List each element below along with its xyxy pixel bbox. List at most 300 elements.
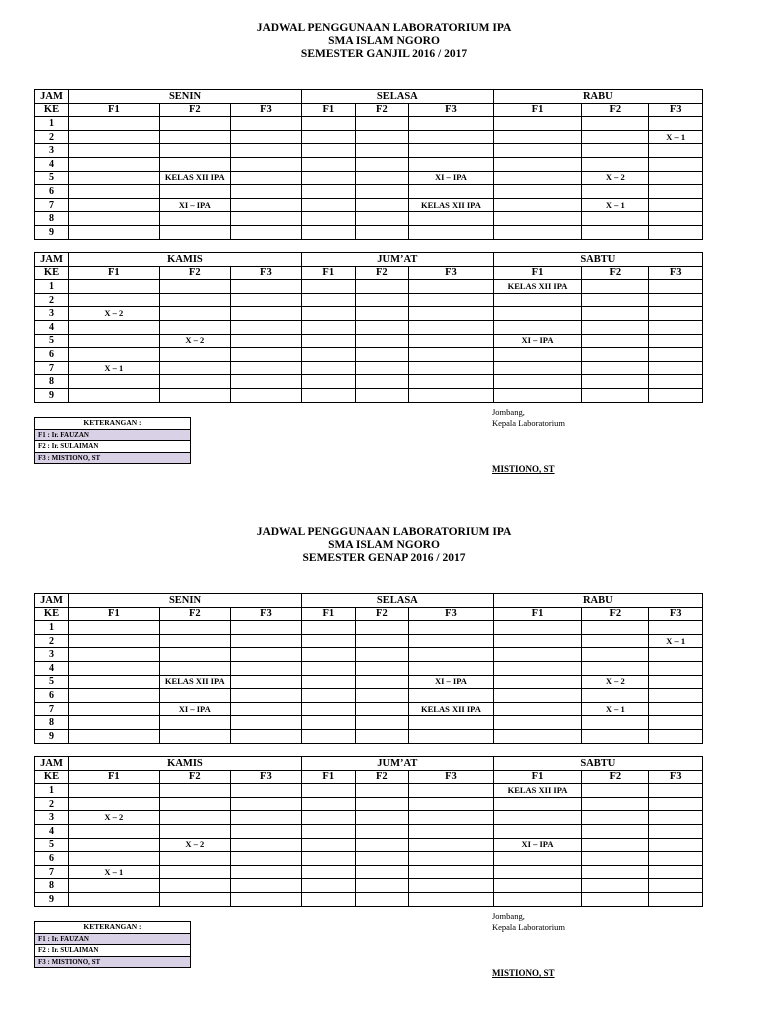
jam-number: 7: [35, 865, 69, 879]
title-line: SEMESTER GANJIL 2016 / 2017: [300, 48, 468, 60]
schedule-cell: [409, 634, 494, 648]
schedule-cell: [582, 648, 649, 662]
schedule-cell: [230, 675, 301, 689]
schedule-cell: [493, 307, 582, 321]
schedule-cell: [69, 334, 160, 348]
schedule-cell: [409, 729, 494, 743]
schedule-cell: [582, 225, 649, 239]
keterangan-item: F1 : Ir. FAUZAN: [35, 429, 191, 441]
schedule-cell: [649, 865, 703, 879]
schedule-cell: [230, 388, 301, 402]
schedule-cell: [582, 280, 649, 294]
schedule-cell: [69, 375, 160, 389]
schedule-cell: [409, 117, 494, 131]
schedule-cell: [230, 784, 301, 798]
keterangan-row: [35, 956, 191, 968]
keterangan-row: [35, 429, 191, 441]
schedule-cell: [649, 157, 703, 171]
schedule-cell: [301, 144, 355, 158]
schedule-cell: [355, 334, 409, 348]
title-line: SMA ISLAM NGORO: [328, 539, 440, 551]
schedule-cell: [159, 797, 230, 811]
schedule-cell: [493, 702, 582, 716]
schedule-cell: XI – IPA: [409, 171, 494, 185]
facilitator-header: F3: [649, 607, 703, 621]
jam-number: 1: [35, 621, 69, 635]
schedule-cell: [230, 892, 301, 906]
jam-number: 6: [35, 852, 69, 866]
jam-number: 4: [35, 661, 69, 675]
schedule-cell: [301, 225, 355, 239]
schedule-cell: [230, 348, 301, 362]
schedule-cell: [230, 185, 301, 199]
table-row: [35, 171, 703, 185]
schedule-cell: [355, 361, 409, 375]
facilitator-header: F1: [301, 103, 355, 117]
schedule-cell: [230, 648, 301, 662]
schedule-cell: [649, 307, 703, 321]
table-row: [35, 157, 703, 171]
table-row: [35, 797, 703, 811]
schedule-cell: [355, 675, 409, 689]
schedule-cell: [69, 689, 160, 703]
schedule-cell: [649, 716, 703, 730]
schedule-cell: [159, 388, 230, 402]
keterangan-header-row: [35, 922, 191, 934]
schedule-cell: [649, 198, 703, 212]
jam-number: 8: [35, 212, 69, 226]
schedule-cell: [159, 225, 230, 239]
schedule-cell: [649, 729, 703, 743]
schedule-cell: [582, 634, 649, 648]
schedule-cell: [582, 892, 649, 906]
schedule-cell: [159, 879, 230, 893]
schedule-cell: [649, 117, 703, 131]
schedule-cell: [69, 675, 160, 689]
facilitator-header: F2: [159, 103, 230, 117]
schedule-cell: [409, 320, 494, 334]
schedule-cell: [493, 157, 582, 171]
schedule-cell: [409, 157, 494, 171]
schedule-cell: [230, 225, 301, 239]
signature-place: Jombang,: [492, 407, 525, 417]
facilitator-header: F1: [69, 103, 160, 117]
facilitator-header: F3: [409, 770, 494, 784]
schedule-cell: [649, 388, 703, 402]
schedule-cell: [582, 212, 649, 226]
schedule-cell: [409, 185, 494, 199]
schedule-cell: [493, 852, 582, 866]
schedule-cell: [230, 171, 301, 185]
schedule-cell: KELAS XII IPA: [409, 702, 494, 716]
table-row: [35, 334, 703, 348]
facilitator-header: F3: [409, 103, 494, 117]
schedule-cell: [301, 375, 355, 389]
table-row: [35, 144, 703, 158]
jam-number: 9: [35, 892, 69, 906]
schedule-cell: [69, 852, 160, 866]
sub-header-row: [35, 607, 703, 621]
table-row: [35, 307, 703, 321]
schedule-cell: [230, 375, 301, 389]
schedule-cell: [230, 811, 301, 825]
day-header: SELASA: [301, 90, 493, 104]
schedule-cell: [409, 784, 494, 798]
facilitator-header: F2: [355, 770, 409, 784]
schedule-cell: [355, 811, 409, 825]
schedule-cell: XI – IPA: [493, 838, 582, 852]
schedule-cell: [355, 689, 409, 703]
schedule-cell: [230, 729, 301, 743]
schedule-cell: [493, 225, 582, 239]
schedule-cell: [355, 375, 409, 389]
schedule-cell: [582, 144, 649, 158]
schedule-cell: [493, 675, 582, 689]
title-line: SEMESTER GENAP 2016 / 2017: [302, 552, 466, 564]
signature-name: MISTIONO, ST: [492, 968, 555, 978]
jam-number: 2: [35, 634, 69, 648]
schedule-cell: [649, 225, 703, 239]
jam-number: 3: [35, 307, 69, 321]
table-row: [35, 689, 703, 703]
schedule-cell: [301, 185, 355, 199]
facilitator-header: F3: [409, 607, 494, 621]
schedule-cell: X – 2: [582, 171, 649, 185]
schedule-cell: [409, 811, 494, 825]
schedule-cell: [649, 838, 703, 852]
table-row: [35, 648, 703, 662]
schedule-cell: [230, 361, 301, 375]
schedule-cell: [159, 375, 230, 389]
schedule-cell: [582, 361, 649, 375]
schedule-cell: [409, 689, 494, 703]
schedule-cell: [301, 348, 355, 362]
schedule-cell: [582, 852, 649, 866]
schedule-cell: X – 1: [69, 865, 160, 879]
table-row: [35, 621, 703, 635]
schedule-cell: [69, 702, 160, 716]
table-row: [35, 320, 703, 334]
schedule-cell: [409, 648, 494, 662]
table-row: [35, 892, 703, 906]
keterangan-row: [35, 945, 191, 957]
schedule-cell: [69, 388, 160, 402]
jam-label: JAM: [35, 253, 69, 267]
schedule-cell: [493, 198, 582, 212]
jam-number: 5: [35, 675, 69, 689]
schedule-cell: [409, 130, 494, 144]
facilitator-header: F3: [230, 103, 301, 117]
jam-number: 6: [35, 689, 69, 703]
jam-number: 1: [35, 280, 69, 294]
table-row: [35, 280, 703, 294]
schedule-cell: [649, 621, 703, 635]
schedule-cell: [301, 892, 355, 906]
schedule-cell: [649, 702, 703, 716]
sub-header-row: [35, 103, 703, 117]
jam-number: 3: [35, 811, 69, 825]
schedule-cell: [582, 729, 649, 743]
table-row: [35, 675, 703, 689]
schedule-cell: [159, 293, 230, 307]
schedule-cell: [301, 824, 355, 838]
schedule-title: [0, 526, 768, 565]
schedule-cell: [69, 784, 160, 798]
schedule-cell: [69, 212, 160, 226]
facilitator-header: F2: [159, 607, 230, 621]
day-header: RABU: [493, 594, 702, 608]
jam-label: JAM: [35, 90, 69, 104]
schedule-cell: [301, 865, 355, 879]
schedule-cell: [230, 117, 301, 131]
schedule-cell: [355, 648, 409, 662]
schedule-cell: [159, 212, 230, 226]
schedule-cell: [230, 157, 301, 171]
schedule-cell: [649, 892, 703, 906]
schedule-cell: [355, 144, 409, 158]
keterangan-item: F3 : MISTIONO, ST: [35, 956, 191, 968]
schedule-cell: [409, 388, 494, 402]
schedule-cell: [355, 225, 409, 239]
schedule-cell: [69, 634, 160, 648]
schedule-cell: [159, 320, 230, 334]
sub-header-row: [35, 266, 703, 280]
schedule-cell: [493, 634, 582, 648]
facilitator-header: F3: [649, 770, 703, 784]
table-row: [35, 702, 703, 716]
schedule-cell: [301, 811, 355, 825]
schedule-cell: [355, 797, 409, 811]
schedule-cell: [582, 716, 649, 730]
schedule-cell: [355, 702, 409, 716]
schedule-cell: [409, 716, 494, 730]
schedule-cell: [355, 171, 409, 185]
schedule-section: [0, 22, 768, 492]
day-header: JUM’AT: [301, 757, 493, 771]
schedule-cell: [409, 892, 494, 906]
jam-number: 3: [35, 144, 69, 158]
day-header: SENIN: [69, 90, 302, 104]
facilitator-header: F2: [355, 266, 409, 280]
schedule-cell: [69, 130, 160, 144]
schedule-cell: [69, 157, 160, 171]
jam-number: 3: [35, 648, 69, 662]
schedule-cell: [409, 838, 494, 852]
schedule-cell: [301, 852, 355, 866]
schedule-cell: [355, 661, 409, 675]
schedule-cell: [159, 130, 230, 144]
schedule-cell: [159, 648, 230, 662]
day-header: KAMIS: [69, 757, 302, 771]
facilitator-header: F1: [69, 770, 160, 784]
schedule-cell: [355, 307, 409, 321]
jam-number: 6: [35, 348, 69, 362]
schedule-cell: [582, 865, 649, 879]
jam-number: 9: [35, 729, 69, 743]
schedule-cell: [355, 729, 409, 743]
schedule-cell: [355, 892, 409, 906]
schedule-cell: [159, 348, 230, 362]
schedule-cell: [230, 838, 301, 852]
schedule-cell: [582, 117, 649, 131]
schedule-cell: [493, 879, 582, 893]
schedule-cell: [355, 388, 409, 402]
schedule-cell: [649, 320, 703, 334]
jam-number: 4: [35, 157, 69, 171]
schedule-cell: [230, 879, 301, 893]
schedule-cell: [301, 334, 355, 348]
schedule-cell: [582, 320, 649, 334]
facilitator-header: F3: [409, 266, 494, 280]
schedule-cell: [409, 361, 494, 375]
keterangan-row: [35, 933, 191, 945]
schedule-table: [34, 252, 703, 403]
schedule-cell: [649, 824, 703, 838]
schedule-cell: [582, 375, 649, 389]
schedule-cell: [582, 661, 649, 675]
schedule-cell: [301, 388, 355, 402]
schedule-cell: [582, 838, 649, 852]
schedule-cell: KELAS XII IPA: [409, 198, 494, 212]
schedule-cell: [69, 879, 160, 893]
schedule-cell: [355, 280, 409, 294]
schedule-cell: [301, 729, 355, 743]
table-row: [35, 879, 703, 893]
table-row: [35, 716, 703, 730]
schedule-cell: [355, 130, 409, 144]
table-row: [35, 293, 703, 307]
schedule-cell: [649, 348, 703, 362]
schedule-cell: [159, 892, 230, 906]
keterangan-row: [35, 441, 191, 453]
schedule-cell: [301, 784, 355, 798]
schedule-cell: X – 2: [69, 307, 160, 321]
schedule-cell: [493, 648, 582, 662]
signature-block: [492, 911, 565, 933]
schedule-cell: [649, 361, 703, 375]
table-row: [35, 388, 703, 402]
schedule-cell: [582, 348, 649, 362]
schedule-table: [34, 756, 703, 907]
jam-number: 4: [35, 824, 69, 838]
schedule-cell: [493, 716, 582, 730]
schedule-cell: [649, 334, 703, 348]
schedule-cell: [230, 334, 301, 348]
schedule-cell: XI – IPA: [409, 675, 494, 689]
schedule-cell: X – 2: [159, 838, 230, 852]
schedule-cell: [355, 824, 409, 838]
schedule-cell: [69, 320, 160, 334]
schedule-cell: [355, 879, 409, 893]
schedule-cell: [409, 348, 494, 362]
schedule-cell: [582, 824, 649, 838]
schedule-cell: [493, 348, 582, 362]
schedule-cell: [301, 280, 355, 294]
schedule-cell: [159, 117, 230, 131]
schedule-cell: [301, 307, 355, 321]
jam-number: 7: [35, 361, 69, 375]
facilitator-header: F1: [493, 607, 582, 621]
schedule-cell: [493, 144, 582, 158]
schedule-cell: [159, 185, 230, 199]
jam-number: 8: [35, 375, 69, 389]
schedule-cell: [493, 865, 582, 879]
schedule-cell: [69, 198, 160, 212]
schedule-cell: [355, 348, 409, 362]
keterangan-item: F1 : Ir. FAUZAN: [35, 933, 191, 945]
schedule-cell: [230, 661, 301, 675]
schedule-cell: [493, 361, 582, 375]
schedule-cell: [301, 130, 355, 144]
schedule-cell: [649, 293, 703, 307]
jam-number: 9: [35, 388, 69, 402]
facilitator-header: F1: [493, 770, 582, 784]
schedule-cell: [355, 185, 409, 199]
schedule-cell: [69, 348, 160, 362]
facilitator-header: F1: [301, 770, 355, 784]
schedule-cell: [582, 334, 649, 348]
day-header-row: [35, 90, 703, 104]
schedule-cell: [230, 865, 301, 879]
schedule-cell: [159, 661, 230, 675]
jam-number: 2: [35, 293, 69, 307]
schedule-cell: X – 1: [582, 702, 649, 716]
keterangan-row: [35, 452, 191, 464]
table-row: [35, 729, 703, 743]
schedule-cell: [582, 185, 649, 199]
schedule-cell: KELAS XII IPA: [159, 675, 230, 689]
schedule-cell: [69, 729, 160, 743]
schedule-cell: [159, 811, 230, 825]
keterangan-header: KETERANGAN :: [35, 922, 191, 934]
schedule-cell: [159, 729, 230, 743]
schedule-cell: [493, 320, 582, 334]
schedule-cell: [649, 797, 703, 811]
schedule-table: [34, 593, 703, 744]
jam-number: 7: [35, 702, 69, 716]
schedule-cell: XI – IPA: [493, 334, 582, 348]
day-header-row: [35, 253, 703, 267]
schedule-cell: [409, 879, 494, 893]
jam-number: 7: [35, 198, 69, 212]
schedule-cell: [649, 185, 703, 199]
jam-number: 2: [35, 797, 69, 811]
schedule-cell: [69, 293, 160, 307]
facilitator-header: F3: [230, 266, 301, 280]
schedule-cell: [301, 621, 355, 635]
facilitator-header: F2: [582, 266, 649, 280]
schedule-cell: [301, 879, 355, 893]
schedule-cell: X – 2: [69, 811, 160, 825]
schedule-cell: [409, 865, 494, 879]
schedule-cell: [493, 375, 582, 389]
jam-number: 4: [35, 320, 69, 334]
schedule-cell: [69, 661, 160, 675]
schedule-cell: [301, 171, 355, 185]
schedule-cell: [493, 171, 582, 185]
schedule-cell: [159, 852, 230, 866]
ke-label: KE: [35, 103, 69, 117]
schedule-cell: [355, 293, 409, 307]
day-header: JUM’AT: [301, 253, 493, 267]
schedule-cell: [301, 689, 355, 703]
schedule-cell: [649, 879, 703, 893]
facilitator-header: F1: [69, 607, 160, 621]
schedule-cell: [355, 621, 409, 635]
schedule-cell: [582, 307, 649, 321]
schedule-cell: [649, 811, 703, 825]
facilitator-header: F2: [355, 103, 409, 117]
